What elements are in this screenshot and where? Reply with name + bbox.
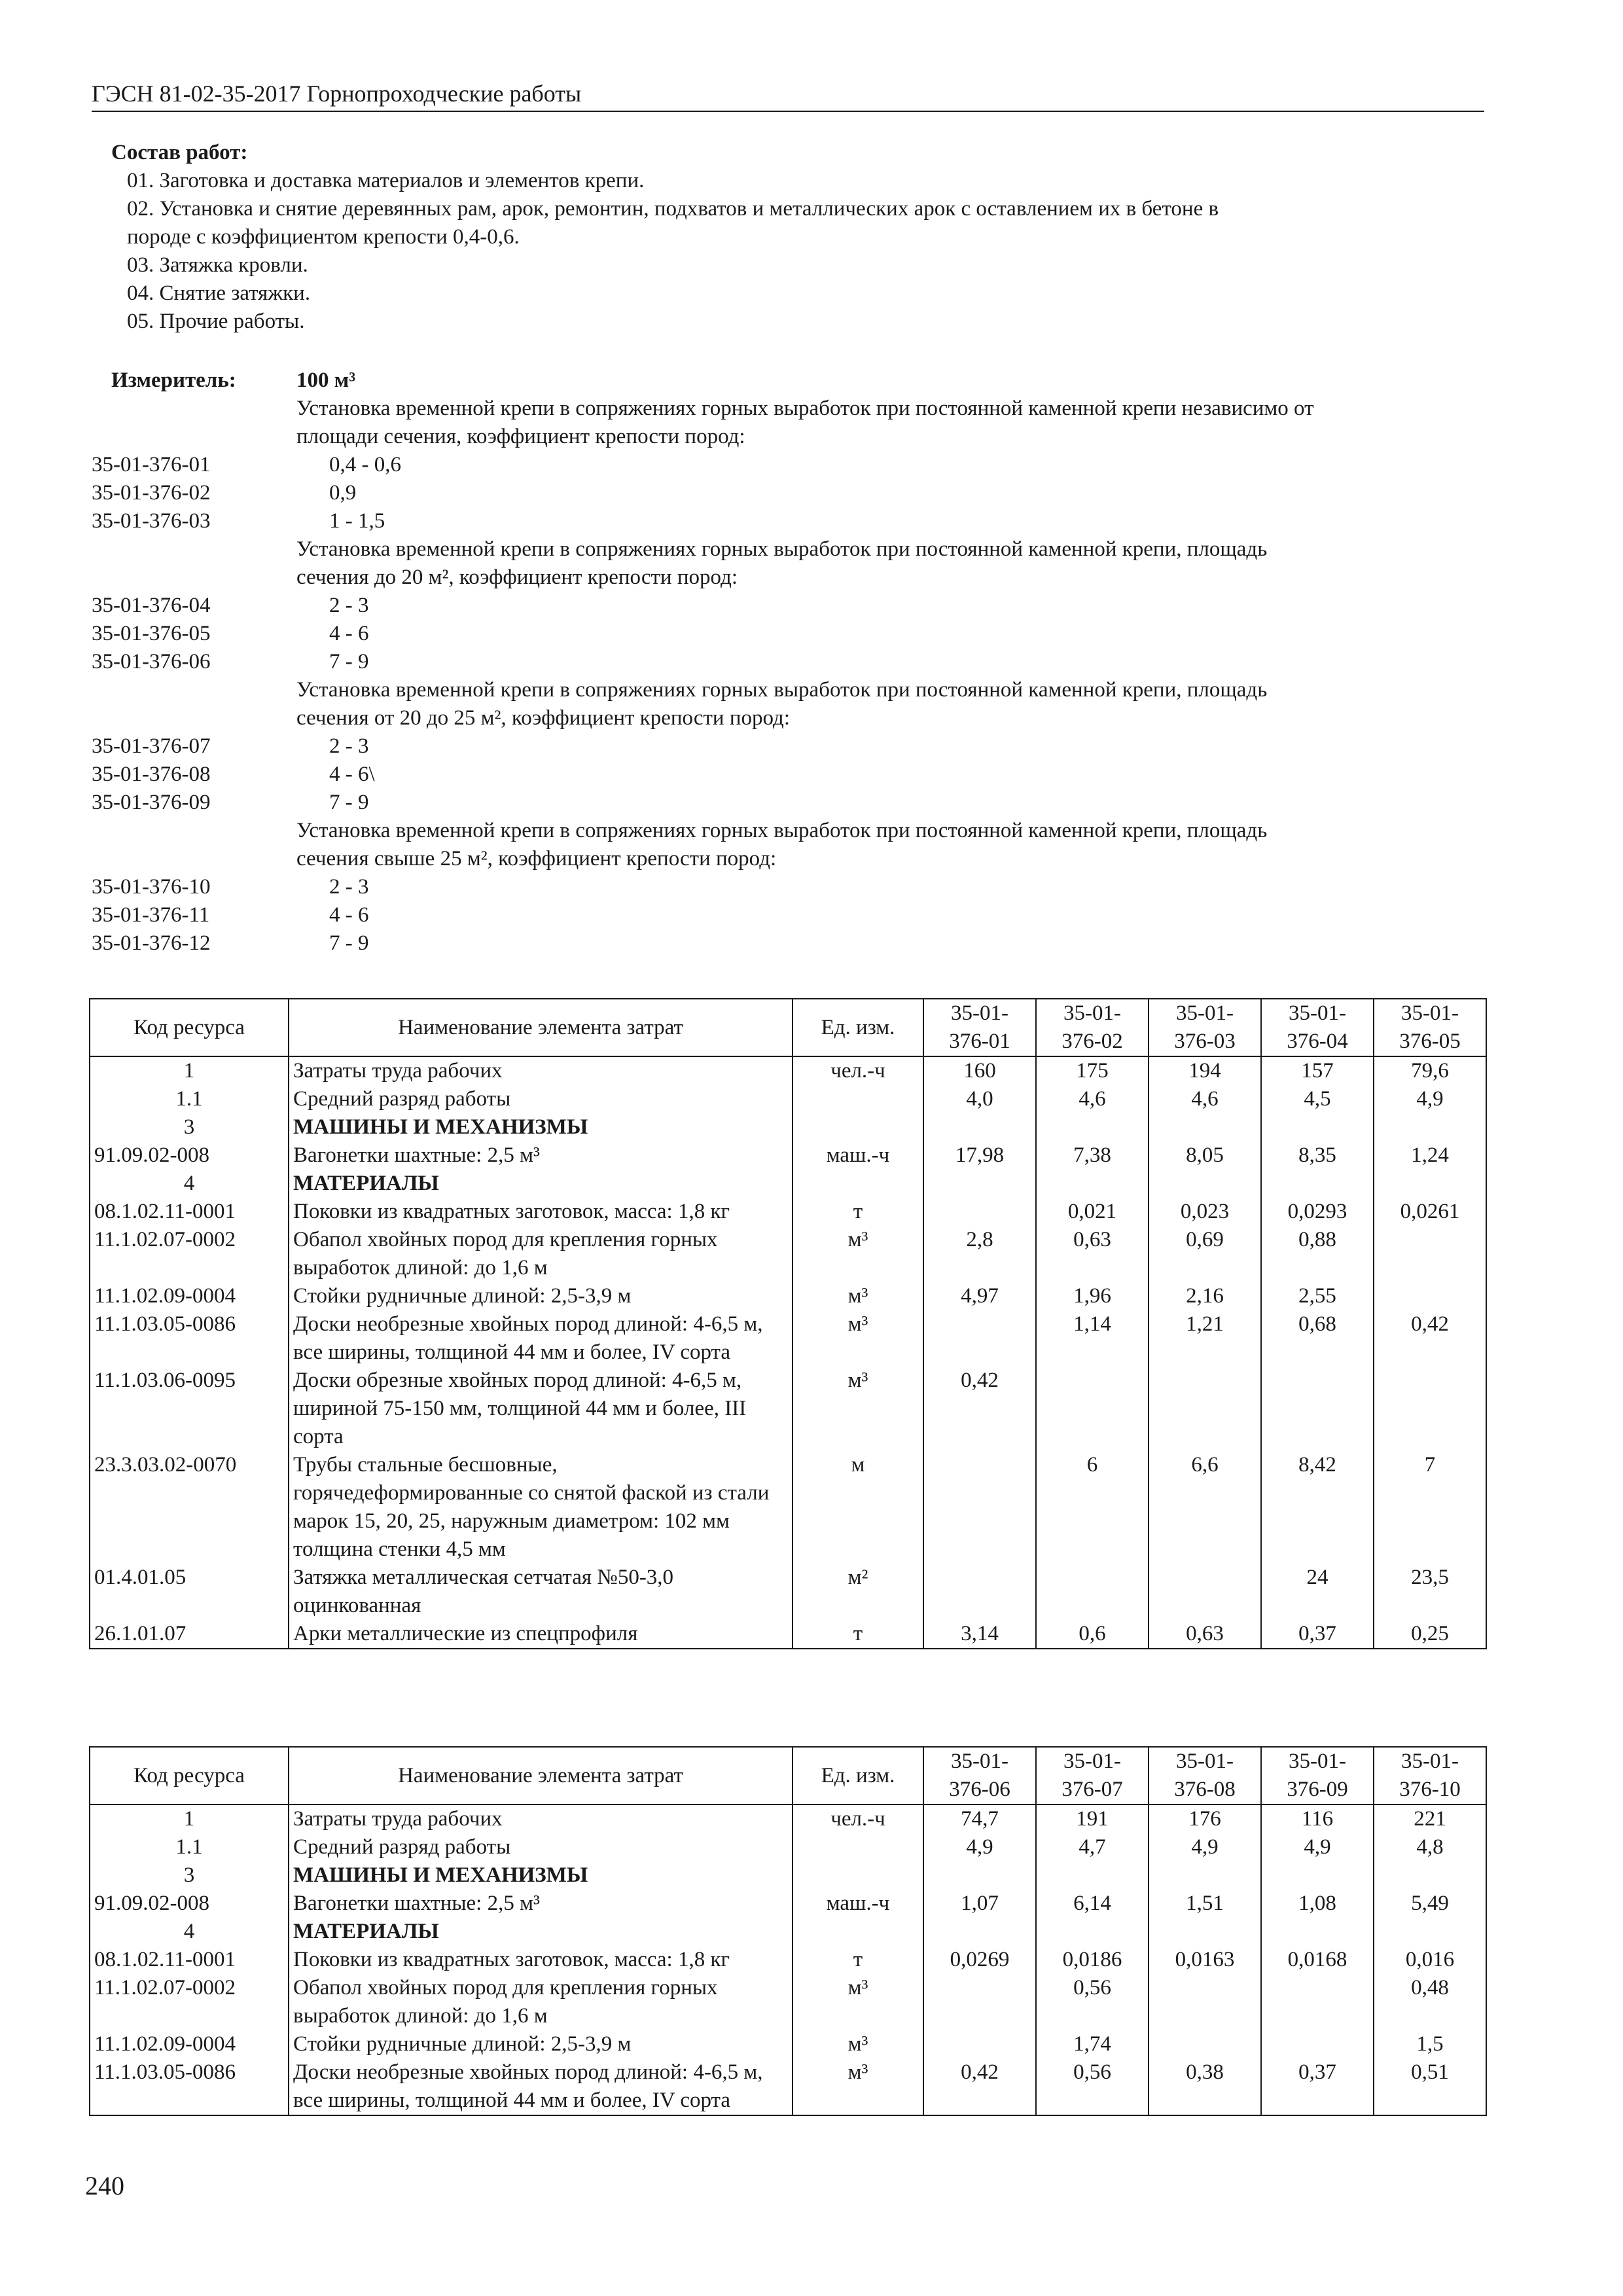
code: 35-01-376-02 [92, 481, 211, 505]
resource-code: 1 [90, 1056, 289, 1085]
col-header-rate: 35-01- 376-07 [1036, 1747, 1149, 1804]
resource-value [1261, 2030, 1374, 2058]
resource-value [1374, 1282, 1486, 1310]
resource-value: 4,9 [923, 1833, 1036, 1861]
table-row [90, 2058, 1486, 2115]
resource-value: 4,0 [923, 1085, 1036, 1113]
table-row [90, 1451, 1486, 1564]
table-row [90, 1226, 1486, 1282]
resource-name: Доски необрезные хвойных пород длиной: 4-6,5 м, все ширины, толщиной 44 мм и более, IV сорта [289, 1310, 793, 1367]
table-row [90, 1056, 1486, 1085]
resource-value [1149, 1861, 1261, 1890]
table-row [90, 1890, 1486, 1918]
page-number: 240 [85, 2171, 124, 2200]
resource-value: 2,16 [1149, 1282, 1261, 1310]
code: 35-01-376-03 [92, 509, 211, 533]
resource-value [1261, 1113, 1374, 1141]
resource-name: Поковки из квадратных заготовок, масса: 1,8 кг [289, 1198, 793, 1226]
code-value: 4 - 6 [329, 903, 369, 927]
resource-value: 4,9 [1149, 1833, 1261, 1861]
resource-value [1374, 1226, 1486, 1282]
resource-name: Вагонетки шахтные: 2,5 м³ [289, 1141, 793, 1170]
resource-table-1 [89, 998, 1487, 1649]
col-header-code: Код ресурса [90, 1747, 289, 1804]
resource-code: 11.1.02.07-0002 [90, 1226, 289, 1282]
code-value: 2 - 3 [329, 734, 369, 758]
code-value: 2 - 3 [329, 875, 369, 899]
resource-unit: м³ [793, 1367, 923, 1451]
col-header-code: Код ресурса [90, 999, 289, 1056]
resource-value: 221 [1374, 1804, 1486, 1833]
code-row [92, 592, 1492, 620]
resource-value: 5,49 [1374, 1890, 1486, 1918]
resource-unit [793, 1085, 923, 1113]
resource-unit: м³ [793, 1310, 923, 1367]
col-header-name: Наименование элемента затрат [289, 1747, 793, 1804]
resource-value: 0,48 [1374, 1974, 1486, 2030]
resource-table-2 [89, 1746, 1487, 2116]
resource-value [1261, 1918, 1374, 1946]
resource-name: Стойки рудничные длиной: 2,5-3,9 м [289, 2030, 793, 2058]
resource-name: Затраты труда рабочих [289, 1056, 793, 1085]
resource-value: 0,0269 [923, 1946, 1036, 1974]
resource-value [923, 1310, 1036, 1367]
code: 35-01-376-10 [92, 875, 211, 899]
resource-unit: маш.-ч [793, 1141, 923, 1170]
resource-value: 1,96 [1036, 1282, 1149, 1310]
code-row [92, 479, 1492, 507]
code-value: 2 - 3 [329, 594, 369, 617]
table-row [90, 1946, 1486, 1974]
resource-value: 176 [1149, 1804, 1261, 1833]
resource-code: 11.1.02.07-0002 [90, 1974, 289, 2030]
col-header-unit: Ед. изм. [793, 999, 923, 1056]
resource-value [1149, 1974, 1261, 2030]
resource-value [1261, 1170, 1374, 1198]
code-value: 0,9 [329, 481, 357, 505]
code: 35-01-376-05 [92, 622, 211, 645]
code-row [92, 620, 1492, 648]
resource-value: 1,21 [1149, 1310, 1261, 1367]
resource-unit: т [793, 1620, 923, 1649]
resource-value [1149, 1564, 1261, 1620]
resource-value [1036, 1564, 1149, 1620]
resource-value: 0,016 [1374, 1946, 1486, 1974]
code-value: 7 - 9 [329, 931, 369, 955]
resource-value [923, 1974, 1036, 2030]
col-header-rate: 35-01- 376-04 [1261, 999, 1374, 1056]
resource-unit: м³ [793, 1226, 923, 1282]
resource-value: 79,6 [1374, 1056, 1486, 1085]
code-row [92, 507, 1492, 535]
resource-code: 1.1 [90, 1833, 289, 1861]
resource-value [1036, 1170, 1149, 1198]
resource-value: 8,35 [1261, 1141, 1374, 1170]
code-row [92, 901, 1492, 929]
resource-value [1036, 1113, 1149, 1141]
code-row [92, 929, 1492, 958]
resource-value: 1,08 [1261, 1890, 1374, 1918]
table-row [90, 1282, 1486, 1310]
resource-value [1261, 1861, 1374, 1890]
resource-name: МАТЕРИАЛЫ [289, 1170, 793, 1198]
resource-value: 1,07 [923, 1890, 1036, 1918]
resource-unit: чел.-ч [793, 1056, 923, 1085]
table-row [90, 1804, 1486, 1833]
resource-value: 0,42 [1374, 1310, 1486, 1367]
resource-value: 0,88 [1261, 1226, 1374, 1282]
table-row [90, 1085, 1486, 1113]
resource-value: 0,37 [1261, 2058, 1374, 2115]
resource-unit: м³ [793, 1282, 923, 1310]
table-row [90, 1620, 1486, 1649]
resource-value: 0,69 [1149, 1226, 1261, 1282]
table-row [90, 1367, 1486, 1451]
resource-unit [793, 1861, 923, 1890]
resource-unit: чел.-ч [793, 1804, 923, 1833]
resource-unit [793, 1833, 923, 1861]
col-header-rate: 35-01- 376-10 [1374, 1747, 1486, 1804]
table-row [90, 1861, 1486, 1890]
resource-code: 3 [90, 1113, 289, 1141]
resource-value: 0,021 [1036, 1198, 1149, 1226]
resource-value: 0,63 [1149, 1620, 1261, 1649]
resource-value [1374, 1918, 1486, 1946]
code: 35-01-376-07 [92, 734, 211, 758]
resource-value: 8,42 [1261, 1451, 1374, 1564]
resource-value [1149, 1918, 1261, 1946]
group-description: Установка временной крепи в сопряжениях горных выработок при постоянной каменной крепи, площадь [296, 678, 1268, 702]
table-row [90, 1113, 1486, 1141]
code-value: 4 - 6\ [329, 762, 375, 786]
resource-name: Затраты труда рабочих [289, 1804, 793, 1833]
table-row [90, 1170, 1486, 1198]
resource-value: 4,7 [1036, 1833, 1149, 1861]
group-description: Установка временной крепи в сопряжениях горных выработок при постоянной каменной крепи, площадь [296, 819, 1268, 842]
resource-value [1149, 2030, 1261, 2058]
resource-value: 0,0261 [1374, 1198, 1486, 1226]
col-header-name: Наименование элемента затрат [289, 999, 793, 1056]
resource-name: Обапол хвойных пород для крепления горных выработок длиной: до 1,6 м [289, 1974, 793, 2030]
resource-value: 194 [1149, 1056, 1261, 1085]
resource-code: 11.1.02.09-0004 [90, 1282, 289, 1310]
resource-value: 6 [1036, 1451, 1149, 1564]
resource-value [1149, 1367, 1261, 1451]
resource-value [923, 1451, 1036, 1564]
resource-value [923, 1113, 1036, 1141]
resource-value: 0,37 [1261, 1620, 1374, 1649]
resource-value: 0,56 [1036, 2058, 1149, 2115]
resource-value: 6,14 [1036, 1890, 1149, 1918]
resource-value: 7,38 [1036, 1141, 1149, 1170]
resource-value: 74,7 [923, 1804, 1036, 1833]
resource-unit: м [793, 1451, 923, 1564]
measure-value: 100 м³ [296, 368, 356, 392]
code-value: 4 - 6 [329, 622, 369, 645]
resource-value: 0,68 [1261, 1310, 1374, 1367]
resource-value: 191 [1036, 1804, 1149, 1833]
col-header-unit: Ед. изм. [793, 1747, 923, 1804]
resource-value: 4,6 [1036, 1085, 1149, 1113]
resource-value [1036, 1918, 1149, 1946]
resource-unit: м³ [793, 1974, 923, 2030]
resource-value [1261, 1974, 1374, 2030]
code-value: 7 - 9 [329, 650, 369, 673]
resource-value: 0,38 [1149, 2058, 1261, 2115]
resource-value: 4,9 [1261, 1833, 1374, 1861]
resource-unit: т [793, 1198, 923, 1226]
code: 35-01-376-12 [92, 931, 211, 955]
work-item: породе с коэффициентом крепости 0,4-0,6. [127, 225, 520, 249]
resource-unit: т [793, 1946, 923, 1974]
resource-name: Стойки рудничные длиной: 2,5-3,9 м [289, 1282, 793, 1310]
resource-code: 11.1.03.05-0086 [90, 2058, 289, 2115]
col-header-rate: 35-01- 376-05 [1374, 999, 1486, 1056]
resource-value: 4,97 [923, 1282, 1036, 1310]
group-description: Установка временной крепи в сопряжениях горных выработок при постоянной каменной крепи, площадь [296, 537, 1268, 561]
resource-value: 7 [1374, 1451, 1486, 1564]
resource-value: 160 [923, 1056, 1036, 1085]
code-row [92, 873, 1492, 901]
resource-unit [793, 1113, 923, 1141]
resource-code: 1 [90, 1804, 289, 1833]
resource-code: 26.1.01.07 [90, 1620, 289, 1649]
resource-value [1149, 1170, 1261, 1198]
table-row [90, 1198, 1486, 1226]
resource-unit [793, 1170, 923, 1198]
work-item: 01. Заготовка и доставка материалов и элементов крепи. [127, 169, 645, 192]
code: 35-01-376-01 [92, 453, 211, 476]
resource-value: 0,6 [1036, 1620, 1149, 1649]
code-value: 1 - 1,5 [329, 509, 385, 533]
resource-unit: м³ [793, 2058, 923, 2115]
resource-name: Средний разряд работы [289, 1085, 793, 1113]
work-item: 03. Затяжка кровли. [127, 253, 308, 277]
resource-unit [793, 1918, 923, 1946]
resource-code: 23.3.03.02-0070 [90, 1451, 289, 1564]
col-header-rate: 35-01- 376-03 [1149, 999, 1261, 1056]
resource-value [1036, 1367, 1149, 1451]
page-header: ГЭСН 81-02-35-2017 Горнопроходческие работы [92, 80, 1484, 112]
resource-value: 6,6 [1149, 1451, 1261, 1564]
resource-value: 0,0293 [1261, 1198, 1374, 1226]
resource-unit: маш.-ч [793, 1890, 923, 1918]
group-description: сечения от 20 до 25 м², коэффициент крепости пород: [296, 706, 790, 730]
resource-name: Поковки из квадратных заготовок, масса: 1,8 кг [289, 1946, 793, 1974]
group-description: сечения до 20 м², коэффициент крепости пород: [296, 565, 738, 589]
resource-name: Обапол хвойных пород для крепления горных выработок длиной: до 1,6 м [289, 1226, 793, 1282]
resource-code: 1.1 [90, 1085, 289, 1113]
resource-name: Затяжка металлическая сетчатая №50-3,0 оцинкованная [289, 1564, 793, 1620]
resource-value: 1,51 [1149, 1890, 1261, 1918]
resource-code: 4 [90, 1170, 289, 1198]
col-header-rate: 35-01- 376-02 [1036, 999, 1149, 1056]
col-header-rate: 35-01- 376-09 [1261, 1747, 1374, 1804]
resource-name: МАШИНЫ И МЕХАНИЗМЫ [289, 1861, 793, 1890]
resource-code: 08.1.02.11-0001 [90, 1946, 289, 1974]
resource-value [1374, 1113, 1486, 1141]
resource-unit: м³ [793, 2030, 923, 2058]
group-description: Установка временной крепи в сопряжениях горных выработок при постоянной каменной крепи независимо от [296, 397, 1314, 420]
resource-value: 157 [1261, 1056, 1374, 1085]
resource-value [1149, 1113, 1261, 1141]
resource-name: Трубы стальные бесшовные, горячедеформированные со снятой фаской из стали марок 15, 20, 25, наружным диаметром: 102 мм толщина стенки 4,5 мм [289, 1451, 793, 1564]
resource-value: 3,14 [923, 1620, 1036, 1649]
resource-value [923, 2030, 1036, 2058]
resource-code: 11.1.02.09-0004 [90, 2030, 289, 2058]
resource-value [923, 1564, 1036, 1620]
resource-name: МАТЕРИАЛЫ [289, 1918, 793, 1946]
work-item: 05. Прочие работы. [127, 310, 305, 333]
resource-code: 11.1.03.05-0086 [90, 1310, 289, 1367]
resource-value: 0,42 [923, 2058, 1036, 2115]
resource-value: 4,5 [1261, 1085, 1374, 1113]
resource-value: 1,5 [1374, 2030, 1486, 2058]
resource-code: 91.09.02-008 [90, 1141, 289, 1170]
table-row [90, 1310, 1486, 1367]
code: 35-01-376-08 [92, 762, 211, 786]
resource-value: 0,0186 [1036, 1946, 1149, 1974]
code: 35-01-376-11 [92, 903, 210, 927]
work-composition [92, 139, 1492, 336]
resource-value: 1,14 [1036, 1310, 1149, 1367]
measure-section [92, 367, 1492, 958]
resource-value: 0,023 [1149, 1198, 1261, 1226]
code-row [92, 761, 1492, 789]
resource-name: Вагонетки шахтные: 2,5 м³ [289, 1890, 793, 1918]
resource-value: 0,25 [1374, 1620, 1486, 1649]
code: 35-01-376-09 [92, 791, 211, 814]
resource-value [1036, 1861, 1149, 1890]
resource-name: МАШИНЫ И МЕХАНИЗМЫ [289, 1113, 793, 1141]
resource-code: 01.4.01.05 [90, 1564, 289, 1620]
work-item: 04. Снятие затяжки. [127, 281, 311, 305]
resource-code: 4 [90, 1918, 289, 1946]
table-row [90, 1564, 1486, 1620]
resource-value [923, 1861, 1036, 1890]
col-header-rate: 35-01- 376-06 [923, 1747, 1036, 1804]
measure-label: Измеритель: [111, 368, 236, 392]
code-value: 0,4 - 0,6 [329, 453, 401, 476]
resource-code: 3 [90, 1861, 289, 1890]
resource-value [923, 1918, 1036, 1946]
resource-value: 17,98 [923, 1141, 1036, 1170]
resource-unit: м² [793, 1564, 923, 1620]
resource-value: 2,55 [1261, 1282, 1374, 1310]
code-row [92, 648, 1492, 676]
resource-code: 11.1.03.06-0095 [90, 1367, 289, 1451]
resource-value [923, 1198, 1036, 1226]
code: 35-01-376-06 [92, 650, 211, 673]
resource-code: 08.1.02.11-0001 [90, 1198, 289, 1226]
code-row [92, 789, 1492, 817]
resource-name: Средний разряд работы [289, 1833, 793, 1861]
resource-value: 0,63 [1036, 1226, 1149, 1282]
resource-name: Арки металлические из спецпрофиля [289, 1620, 793, 1649]
resource-value [1374, 1861, 1486, 1890]
table-row [90, 1918, 1486, 1946]
group-description: сечения свыше 25 м², коэффициент крепости пород: [296, 847, 777, 870]
resource-value: 4,8 [1374, 1833, 1486, 1861]
resource-value: 0,56 [1036, 1974, 1149, 2030]
resource-value: 0,51 [1374, 2058, 1486, 2115]
col-header-rate: 35-01- 376-08 [1149, 1747, 1261, 1804]
code: 35-01-376-04 [92, 594, 211, 617]
resource-value: 0,0168 [1261, 1946, 1374, 1974]
resource-name: Доски необрезные хвойных пород длиной: 4-6,5 м, все ширины, толщиной 44 мм и более, IV сорта [289, 2058, 793, 2115]
resource-value [1374, 1367, 1486, 1451]
resource-name: Доски обрезные хвойных пород длиной: 4-6,5 м, шириной 75-150 мм, толщиной 44 мм и более, III сорта [289, 1367, 793, 1451]
table-row [90, 1974, 1486, 2030]
resource-value: 8,05 [1149, 1141, 1261, 1170]
resource-value: 23,5 [1374, 1564, 1486, 1620]
resource-value: 1,24 [1374, 1141, 1486, 1170]
resource-value: 24 [1261, 1564, 1374, 1620]
code-row [92, 732, 1492, 761]
table-row [90, 2030, 1486, 2058]
code-value: 7 - 9 [329, 791, 369, 814]
resource-value [1261, 1367, 1374, 1451]
code-row [92, 451, 1492, 479]
resource-code: 91.09.02-008 [90, 1890, 289, 1918]
resource-value: 1,74 [1036, 2030, 1149, 2058]
resource-value: 2,8 [923, 1226, 1036, 1282]
resource-value [923, 1170, 1036, 1198]
resource-value: 0,42 [923, 1367, 1036, 1451]
resource-value: 4,6 [1149, 1085, 1261, 1113]
resource-value: 4,9 [1374, 1085, 1486, 1113]
col-header-rate: 35-01- 376-01 [923, 999, 1036, 1056]
table-row [90, 1141, 1486, 1170]
resource-value: 0,0163 [1149, 1946, 1261, 1974]
resource-value: 175 [1036, 1056, 1149, 1085]
work-item: 02. Установка и снятие деревянных рам, арок, ремонтин, подхватов и металлических арок с оставлением их в бетоне в [127, 197, 1219, 221]
group-description: площади сечения, коэффициент крепости пород: [296, 425, 745, 448]
resource-value: 116 [1261, 1804, 1374, 1833]
work-title: Состав работ: [111, 141, 248, 164]
table-row [90, 1833, 1486, 1861]
resource-value [1374, 1170, 1486, 1198]
